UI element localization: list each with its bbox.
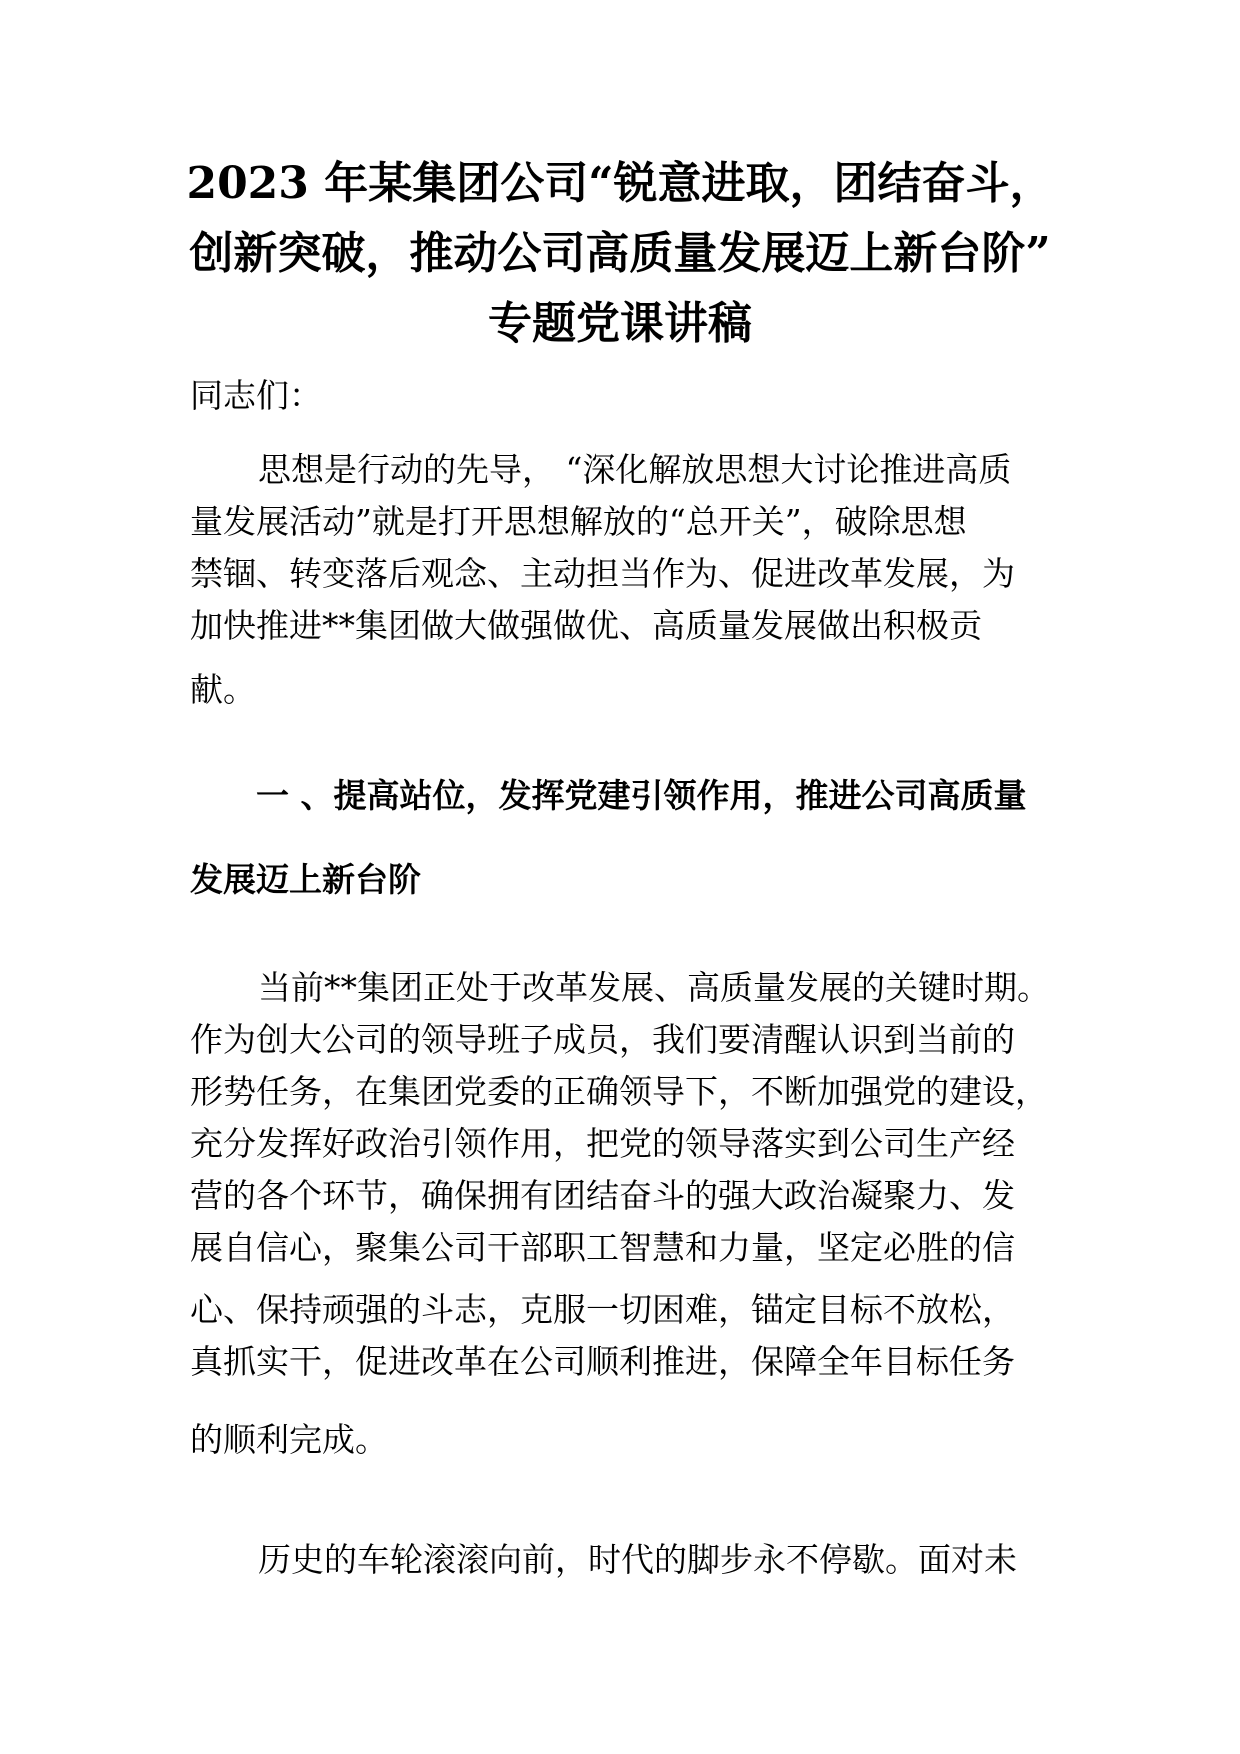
paragraph-1-line-4: 加快推进**集团做大做强做优、高质量发展做出积极贡 bbox=[190, 606, 982, 645]
paragraph-3-line-1: 历史的车轮滚滚向前，时代的脚步永不停歇。面对未 bbox=[258, 1540, 1017, 1579]
paragraph-2-line-8: 真抓实干，促进改革在公司顺利推进，保障全年目标任务 bbox=[190, 1342, 1015, 1381]
document-title-line-1: 2023 年某集团公司“锐意进取，团结奋斗， bbox=[186, 158, 1054, 209]
paragraph-1-line-1: 思想是行动的先导， “深化解放思想大讨论推进高质 bbox=[258, 450, 1012, 489]
paragraph-2-line-2: 作为创大公司的领导班子成员，我们要清醒认识到当前的 bbox=[190, 1020, 1015, 1059]
section-1-heading-line-1: 一 、提高站位，发挥党建引领作用，推进公司高质量 bbox=[256, 776, 1027, 815]
paragraph-2-line-3: 形势任务，在集团党委的正确领导下，不断加强党的建设， bbox=[190, 1072, 1048, 1111]
paragraph-2-line-6: 展自信心，聚集公司干部职工智慧和力量，坚定必胜的信 bbox=[190, 1228, 1015, 1267]
paragraph-2-line-1: 当前**集团正处于改革发展、高质量发展的关键时期。 bbox=[258, 968, 1050, 1007]
paragraph-1-line-2: 量发展活动”就是打开思想解放的“总开关”，破除思想 bbox=[190, 502, 967, 541]
paragraph-1-line-3: 禁锢、转变落后观念、主动担当作为、促进改革发展，为 bbox=[190, 554, 1015, 593]
paragraph-2-line-4: 充分发挥好政治引领作用，把党的领导落实到公司生产经 bbox=[190, 1124, 1015, 1163]
paragraph-2-line-5: 营的各个环节，确保拥有团结奋斗的强大政治凝聚力、发 bbox=[190, 1176, 1015, 1215]
document-title-line-2: 创新突破，推动公司高质量发展迈上新台阶” bbox=[189, 228, 1051, 279]
paragraph-2-line-9: 的顺利完成。 bbox=[190, 1420, 388, 1459]
salutation: 同志们： bbox=[190, 376, 322, 415]
paragraph-1-line-5: 献。 bbox=[190, 670, 256, 709]
document-title-line-3: 专题党课讲稿 bbox=[488, 298, 752, 349]
section-1-heading-line-2: 发展迈上新台阶 bbox=[190, 860, 421, 899]
paragraph-2-line-7: 心、保持顽强的斗志，克服一切困难，锚定目标不放松， bbox=[190, 1290, 1015, 1329]
